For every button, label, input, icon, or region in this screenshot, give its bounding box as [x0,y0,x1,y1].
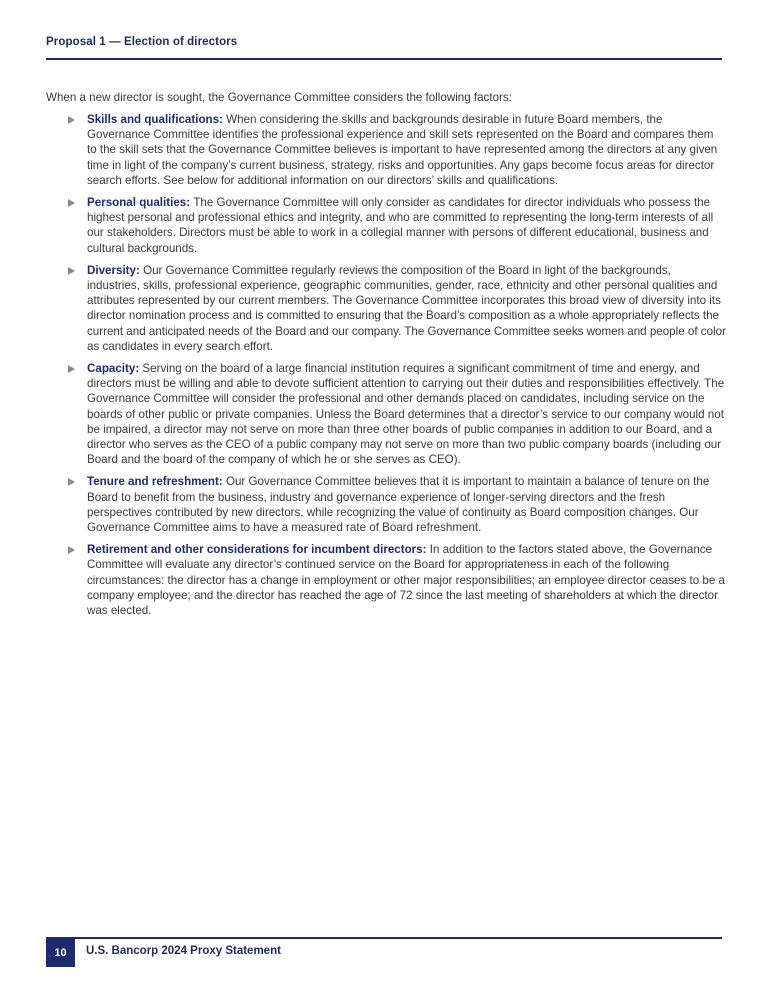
factor-heading: Capacity: [87,362,143,376]
factor-capacity [66,361,726,467]
right-triangle-icon [68,546,75,554]
page-header [46,36,722,48]
page-number-badge [46,938,75,967]
document-title: U.S. Bancorp 2024 Proxy Statement [86,945,281,957]
factor-text: Serving on the board of a large financial institution requires a significant commitment of time and energy, and directors must be willing and able to devote sufficient attention to carrying out their duties and responsibilities effectively. The Governance Committee will consider the professional and other demands placed on candidates, including service on the boards of other public or private companies. Unless the Board determines that a director’s service to our company would not be impaired, a director may not serve on more than three other boards of public companies in addition to our Board, and a director who serves as the CEO of a public company may not serve on more than two public company boards (including our Board and the board of the company of which he or she serves as CEO). [87,362,725,467]
right-triangle-icon [68,478,75,486]
factor-text: In addition to the factors stated above, the Governance Committee will evaluate any director’s continued service on the Board for appropriateness in each of the following circumstances: the director has a change in employment or other major responsibilities; an employee director ceases to be a company employee; and the director has reached the age of 72 since the last meeting of shareholders at which the director was elected. [87,543,725,618]
factor-text: The Governance Committee will only consider as candidates for director individuals who possess the highest personal and professional ethics and integrity, and who are committed to representing the long-term interests of all our stakeholders. Directors must be able to work in a collegial manner with persons of different educational, business and cultural backgrounds. [87,196,714,255]
right-triangle-icon [68,267,75,275]
factor-heading: Skills and qualifications: [87,113,227,126]
factor-skills-and-qualifications [66,112,726,188]
right-triangle-icon [68,116,75,124]
factor-heading: Retirement and other considerations for incumbent directors: [87,543,430,557]
page-number: 10 [54,946,67,959]
section-title: Proposal 1 — Election of directors [46,36,238,48]
factor-text: When considering the skills and backgrounds desirable in future Board members, the Governance Committee identifies the professional experience and skill sets represented on the Board and compares them to the skill sets that the Governance Committee believes is important to have represented among the directors at any given time in light of the company’s current business, strategy, risks and opportunities. Any gaps become focus areas for director search efforts. See below for additional information on our directors’ skills and qualifications. [87,113,718,187]
factor-heading: Tenure and refreshment: [87,475,226,489]
right-triangle-icon [68,365,75,373]
footer-divider [46,937,722,939]
factor-text: Our Governance Committee regularly reviews the composition of the Board in light of the backgrounds, industries, skills, professional experience, geographic communities, gender, race, ethnicity and other personal qualities and attributes represented by our current members. The Governance Committee incorporates this broad view of diversity into its director nomination process and is committed to ensuring that the Board’s composition as a whole appropriately reflects the current and anticipated needs of the Board and our company. The Governance Committee seeks women and people of color as candidates in every search effort. [87,263,726,353]
factor-personal-qualities [66,195,726,256]
right-triangle-icon [68,199,75,207]
factor-tenure-and-refreshment [66,474,726,535]
factor-heading: Personal qualities: [87,196,194,210]
factor-retirement [66,542,726,618]
header-divider [46,58,722,60]
factor-text: Our Governance Committee believes that it is important to maintain a balance of tenure on the Board to benefit from the business, industry and governance experience of longer-serving directors and the fresh perspectives contributed by new directors, while recognizing the value of continuity as Board composition changes. Our Governance Committee aims to have a measured rate of Board refreshment. [87,475,710,535]
factor-diversity [66,263,726,354]
factor-heading: Diversity: [87,263,144,277]
intro-paragraph: When a new director is sought, the Governance Committee considers the following factors: [46,91,512,104]
director-factors-list [66,112,726,625]
